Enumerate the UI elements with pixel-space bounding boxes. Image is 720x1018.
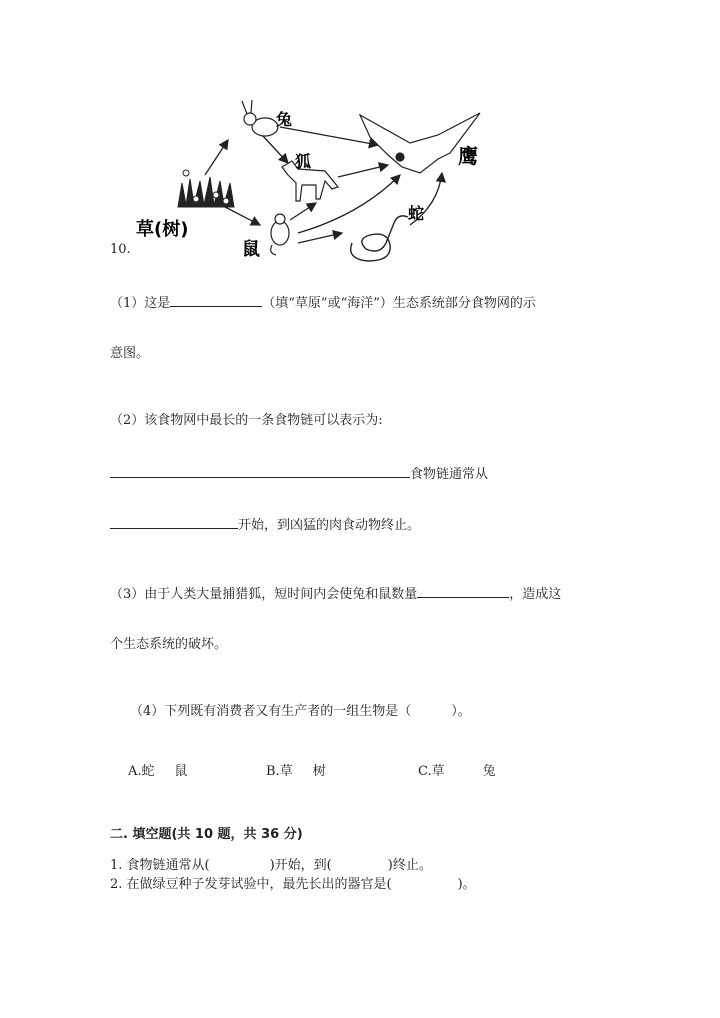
part4-before: （4）下列既有消费者又有生产者的一组生物是（ [130, 704, 412, 719]
option-b[interactable] [266, 764, 326, 780]
q2-part-b: )。 [457, 877, 476, 892]
arrow-grass-rabbit [205, 140, 228, 175]
part2-chain-blank[interactable] [110, 464, 410, 478]
option-b-first: 草 [279, 764, 293, 779]
arrow-rabbit-hawk [280, 127, 378, 145]
part3-cont: 个生态系统的破坏。 [110, 637, 228, 652]
section2-q2 [110, 877, 476, 893]
q1-part-c: )终止。 [387, 858, 432, 873]
section2-q1 [110, 858, 432, 874]
option-a-letter: A. [128, 764, 142, 779]
part1-answer-blank[interactable] [170, 293, 262, 307]
q2-part-a: 2. 在做绿豆种子发芽试验中，最先长出的器官是( [110, 877, 392, 892]
part1-after: （填“草原”或“海洋”）生态系统部分食物网的示 [262, 296, 536, 311]
snake-icon [351, 216, 408, 261]
part3-after: ，造成这 [509, 587, 562, 602]
part2-after-blank2: 开始，到凶猛的肉食动物终止。 [238, 518, 421, 533]
mouse-icon [271, 214, 289, 255]
label-grass: 草(树) [136, 219, 189, 240]
option-a-first: 蛇 [141, 764, 155, 779]
option-c-second: 兔 [482, 764, 496, 779]
label-snake: 蛇 [408, 204, 425, 223]
option-a[interactable] [128, 764, 188, 780]
label-rabbit: 兔 [276, 110, 293, 129]
option-a-second: 鼠 [174, 764, 188, 779]
arrow-rabbit-fox [262, 135, 288, 163]
arrow-mouse-fox [290, 203, 316, 220]
option-c-letter: C. [418, 764, 432, 779]
part1-before: （1）这是 [110, 296, 171, 311]
part2-after-blank1: 食物链通常从 [410, 467, 489, 482]
part1-cont: 意图。 [110, 346, 150, 361]
part3-line [110, 584, 561, 603]
arrow-grass-mouse [225, 207, 260, 225]
part1-line [110, 293, 536, 312]
part4-after: ）。 [451, 704, 471, 719]
label-hawk: 鹰 [458, 144, 478, 168]
part2-start-blank[interactable] [110, 515, 238, 529]
label-mouse: 鼠 [242, 239, 260, 260]
part2-line3 [110, 515, 420, 534]
q1-part-b: )开始，到( [269, 858, 332, 873]
option-c-first: 草 [431, 764, 445, 779]
part3-answer-blank[interactable] [417, 584, 509, 598]
rabbit-icon [242, 100, 278, 136]
option-c[interactable] [418, 764, 496, 780]
part2-line1: （2）该食物网中最长的一条食物链可以表示为: [110, 413, 383, 428]
q1-part-a: 1. 食物链通常从( [110, 858, 210, 873]
arrow-fox-hawk [338, 165, 388, 177]
option-b-letter: B. [266, 764, 280, 779]
grass-icon [178, 170, 234, 207]
option-b-second: 树 [312, 764, 326, 779]
food-web-diagram [120, 95, 490, 275]
section2-heading: 二. 填空题(共 10 题，共 36 分) [110, 827, 303, 842]
label-fox: 狐 [295, 152, 312, 171]
part3-before: （3）由于人类大量捕猎狐，短时间内会使兔和鼠数量 [110, 587, 418, 602]
arrow-mouse-snake [298, 233, 342, 243]
part2-line2 [110, 464, 488, 483]
part4-line [130, 704, 471, 720]
question-number: 10. [110, 242, 131, 257]
